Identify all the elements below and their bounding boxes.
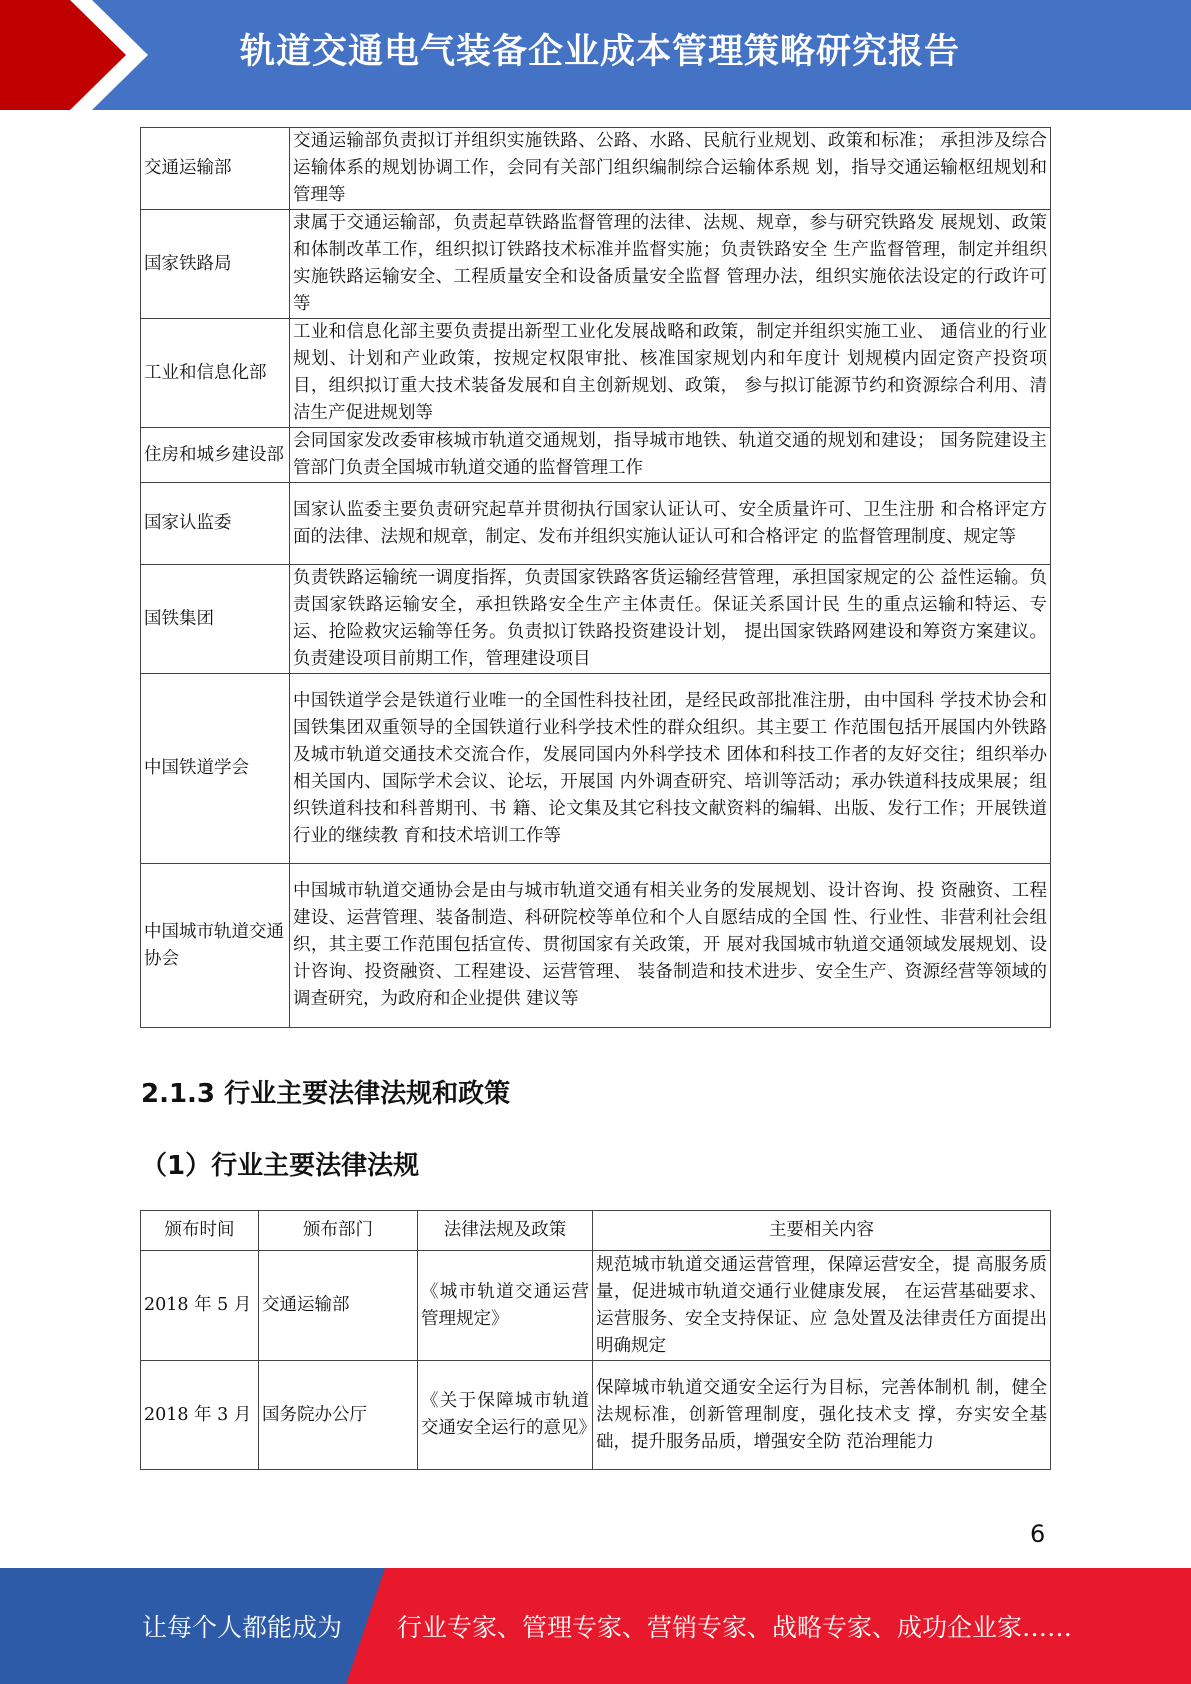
org-name-cell: 交通运输部 (141, 128, 290, 210)
column-header: 颁布时间 (141, 1211, 259, 1251)
dept-cell: 交通运输部 (259, 1251, 418, 1361)
report-title: 轨道交通电气装备企业成本管理策略研究报告 (240, 32, 961, 72)
law-cell: 《关于保障城市轨道交通安全运行的意见》 (418, 1361, 593, 1470)
org-desc-cell: 负责铁路运输统一调度指挥，负责国家铁路客货运输经营管理，承担国家规定的公 益性运输。负责国家铁路运输安全，承担铁路安全生产主体责任。保证关系国计民 生的重点运输和特运、专运、抢险救灾运输等任务。负责拟订铁路投资建设计划， 提出国家铁路网建设和筹资方案建议。负责建设项目前期工作，管理建设项目 (290, 565, 1051, 674)
org-name-cell: 中国铁道学会 (141, 674, 290, 864)
law-table (140, 1210, 1051, 1470)
org-name-cell: 住房和城乡建设部 (141, 428, 290, 483)
content-cell: 规范城市轨道交通运营管理，保障运营安全，提 高服务质量，促进城市轨道交通行业健康发展， 在运营基础要求、运营服务、安全支持保证、应 急处置及法律责任方面提出明确规定 (593, 1251, 1051, 1361)
org-desc-cell: 中国铁道学会是铁道行业唯一的全国性科技社团，是经民政部批准注册，由中国科 学技术协会和国铁集团双重领导的全国铁道行业科学技术性的群众组织。其主要工 作范围包括开展国内外铁路及城市轨道交通技术交流合作，发展同国内外科学技术 团体和科技工作者的友好交往；组织举办相关国内、国际学术会议、论坛，开展国 内外调查研究、培训等活动；承办铁道科技成果展；组织铁道科技和科普期刊、书 籍、论文集及其它科技文献资料的编辑、出版、发行工作；开展铁道行业的继续教 育和技术培训工作等 (290, 674, 1051, 864)
org-desc-cell: 工业和信息化部主要负责提出新型工业化发展战略和政策，制定并组织实施工业、 通信业的行业规划、计划和产业政策，按规定权限审批、核准国家规划内和年度计 划规模内固定资产投资项目，组织拟订重大技术装备发展和自主创新规划、政策， 参与拟订能源节约和资源综合利用、清洁生产促进规划等 (290, 319, 1051, 428)
org-name-cell: 中国城市轨道交通协会 (141, 864, 290, 1028)
org-name-cell: 国铁集团 (141, 565, 290, 674)
table-row (141, 864, 1051, 1028)
column-header: 法律法规及政策 (418, 1211, 593, 1251)
org-desc-cell: 隶属于交通运输部，负责起草铁路监督管理的法律、法规、规章，参与研究铁路发 展规划、政策和体制改革工作，组织拟订铁路技术标准并监督实施；负责铁路安全 生产监督管理，制定并组织实施铁路运输安全、工程质量安全和设备质量安全监督 管理办法，组织实施依法设定的行政许可等 (290, 210, 1051, 319)
table-row (141, 483, 1051, 565)
law-cell: 《城市轨道交通运营管理规定》 (418, 1251, 593, 1361)
table-row (141, 1251, 1051, 1361)
column-header: 主要相关内容 (593, 1211, 1051, 1251)
table-row (141, 674, 1051, 864)
table-row (141, 319, 1051, 428)
footer-slogan-left: 让每个人都能成为 (142, 1613, 343, 1642)
table-row (141, 428, 1051, 483)
page-number: 6 (1030, 1520, 1046, 1548)
content-cell: 保障城市轨道交通安全运行为目标，完善体制机 制，健全法规标准，创新管理制度，强化技术支 撑，夯实安全基础，提升服务品质，增强安全防 范治理能力 (593, 1361, 1051, 1470)
date-cell: 2018 年 5 月 (141, 1251, 259, 1361)
page-header (0, 0, 1191, 110)
page-footer (0, 1568, 1191, 1684)
org-desc-cell: 会同国家发改委审核城市轨道交通规划，指导城市地铁、轨道交通的规划和建设； 国务院建设主管部门负责全国城市轨道交通的监督管理工作 (290, 428, 1051, 483)
org-name-cell: 工业和信息化部 (141, 319, 290, 428)
table-row (141, 565, 1051, 674)
org-name-cell: 国家铁路局 (141, 210, 290, 319)
table-row (141, 1361, 1051, 1470)
table-row (141, 128, 1051, 210)
regulator-table (140, 127, 1051, 1028)
org-desc-cell: 交通运输部负责拟订并组织实施铁路、公路、水路、民航行业规划、政策和标准； 承担涉及综合运输体系的规划协调工作，会同有关部门组织编制综合运输体系规 划，指导交通运输枢纽规划和管理等 (290, 128, 1051, 210)
dept-cell: 国务院办公厅 (259, 1361, 418, 1470)
org-desc-cell: 国家认监委主要负责研究起草并贯彻执行国家认证认可、安全质量许可、卫生注册 和合格评定方面的法律、法规和规章，制定、发布并组织实施认证认可和合格评定 的监督管理制度、规定等 (290, 483, 1051, 565)
section-heading: 2.1.3 行业主要法律法规和政策 (141, 1079, 511, 1109)
column-header: 颁布部门 (259, 1211, 418, 1251)
date-cell: 2018 年 3 月 (141, 1361, 259, 1470)
org-name-cell: 国家认监委 (141, 483, 290, 565)
table-header-row (141, 1211, 1051, 1251)
table-row (141, 210, 1051, 319)
subsection-heading: （1）行业主要法律法规 (141, 1151, 420, 1181)
org-desc-cell: 中国城市轨道交通协会是由与城市轨道交通有相关业务的发展规划、设计咨询、投 资融资、工程建设、运营管理、装备制造、科研院校等单位和个人自愿结成的全国 性、行业性、非营利社会组织，其主要工作范围包括宣传、贯彻国家有关政策，开 展对我国城市轨道交通领域发展规划、设计咨询、投资融资、工程建设、运营管理、 装备制造和技术进步、安全生产、资源经营等领域的调查研究，为政府和企业提供 建议等 (290, 864, 1051, 1028)
footer-slogan-right: 行业专家、管理专家、营销专家、战略专家、成功企业家…… (397, 1613, 1073, 1642)
